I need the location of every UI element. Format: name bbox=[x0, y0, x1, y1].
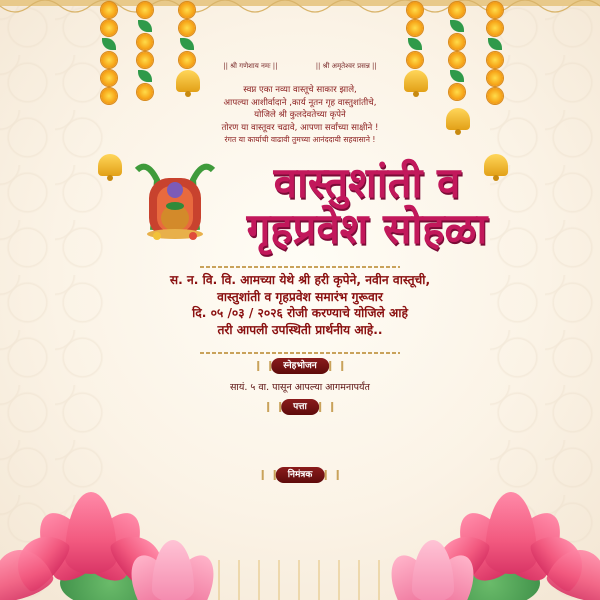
left-blessing: || श्री गणेशाय नमः || bbox=[223, 62, 278, 70]
title-line-1: वास्तुशांती व bbox=[273, 158, 461, 207]
title-line-2: गृहप्रवेश सोहळा bbox=[246, 204, 488, 253]
top-border bbox=[0, 0, 600, 18]
lotus-icon bbox=[380, 540, 490, 600]
bell-icon bbox=[98, 154, 122, 176]
right-blessing: || श्री अमृतेश्वर प्रसन्न || bbox=[315, 62, 377, 70]
dinner-time: सायं. ५ वा. पासून आपल्या आगमनापर्यंत bbox=[230, 382, 370, 393]
invitation-line: वास्तुशांती व गृहप्रवेश समारंभ गुरूवार bbox=[217, 289, 383, 304]
verse-line: स्वप्न एका नव्या वास्तूचे साकार झाले, bbox=[243, 85, 357, 95]
divider bbox=[200, 352, 400, 354]
verse-line: योजिले श्री कुलदेवतेच्या कृपेने bbox=[254, 110, 346, 121]
invitation-line: स. न. वि. वि. आमच्या येथे श्री हरी कृपेने, नवीन वास्तूची, bbox=[169, 273, 431, 287]
marigold-garland-icon bbox=[484, 0, 506, 176]
host-badge: निमंत्रक bbox=[276, 467, 325, 483]
blessings-row bbox=[0, 62, 600, 71]
marigold-garland-icon bbox=[176, 0, 198, 92]
address-badge: पत्ता bbox=[281, 399, 319, 415]
marigold-garland-icon bbox=[404, 0, 426, 92]
event-title bbox=[222, 160, 512, 252]
verse-line: आपल्या आशीर्वादाने ,कार्य नूतन गृह वास्तुशांतीचे, bbox=[223, 97, 377, 108]
dinner-badge: स्नेहभोजन bbox=[271, 358, 329, 374]
invitation-text bbox=[110, 272, 490, 338]
divider bbox=[200, 266, 400, 268]
kalash-icon bbox=[127, 160, 223, 250]
marigold-garland-icon bbox=[98, 0, 120, 176]
lotus-icon bbox=[120, 540, 230, 600]
verse-line: तोरण या वास्तूवर चढावे, आपणा सर्वांच्या साक्षीने ! bbox=[221, 122, 379, 133]
invitation-line: तरी आपली उपस्थिती प्रार्थनीय आहे.. bbox=[217, 322, 383, 337]
verse bbox=[120, 84, 480, 147]
invitation-line: दि. ०५ /०३ / २०२६ रोजी करण्याचे योजिले आहे bbox=[192, 306, 408, 320]
verse-line: रंगत या कार्याची वाढावी तुमच्या आनंददायी सहवासाने ! bbox=[224, 135, 376, 145]
